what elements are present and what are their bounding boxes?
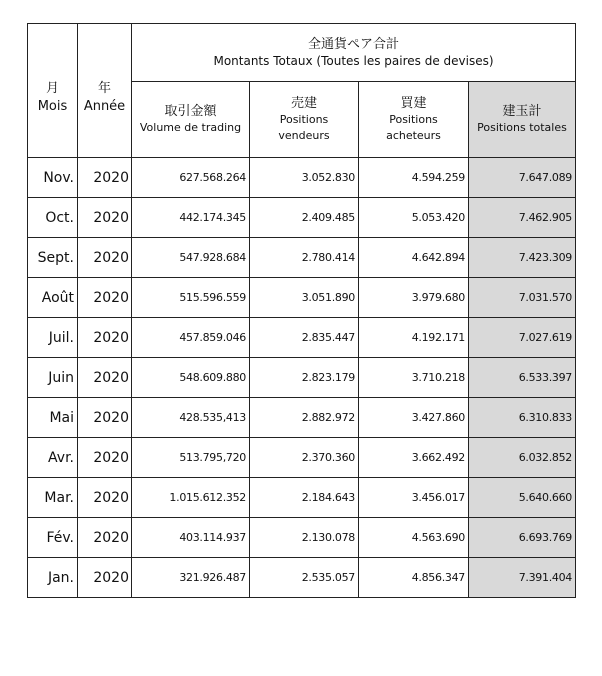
table-row — [28, 318, 576, 358]
month-cell: Jan. — [28, 558, 78, 598]
buyers-cell: 3.710.218 — [359, 358, 469, 398]
year-cell: 2020 — [78, 518, 132, 558]
year-cell: 2020 — [78, 558, 132, 598]
column-header-sellers-fr1: Positions — [279, 113, 329, 126]
column-header-buyers-fr2: acheteurs — [386, 129, 441, 142]
sellers-cell: 2.882.972 — [250, 398, 359, 438]
table-row — [28, 238, 576, 278]
column-header-buyers-jp: 買建 — [400, 96, 427, 111]
volume-cell: 403.114.937 — [132, 518, 250, 558]
column-header-sellers — [250, 82, 359, 158]
column-header-volume-jp: 取引金額 — [164, 104, 217, 119]
group-header-jp: 全通貨ペア合計 — [307, 36, 399, 52]
group-header — [132, 24, 576, 82]
sellers-cell: 2.835.447 — [250, 318, 359, 358]
month-cell: Mai — [28, 398, 78, 438]
volume-cell: 548.609.880 — [132, 358, 250, 398]
table-body — [28, 158, 576, 598]
table-row — [28, 398, 576, 438]
total-cell: 7.462.905 — [469, 198, 576, 238]
table-row — [28, 198, 576, 238]
year-cell: 2020 — [78, 158, 132, 198]
volume-cell: 515.596.559 — [132, 278, 250, 318]
volume-cell: 1.015.612.352 — [132, 478, 250, 518]
buyers-cell: 4.594.259 — [359, 158, 469, 198]
total-cell: 7.423.309 — [469, 238, 576, 278]
sellers-cell: 2.823.179 — [250, 358, 359, 398]
total-cell: 7.647.089 — [469, 158, 576, 198]
total-cell: 7.027.619 — [469, 318, 576, 358]
year-cell: 2020 — [78, 318, 132, 358]
volume-cell: 513.795,720 — [132, 438, 250, 478]
group-header-fr: Montants Totaux (Toutes les paires de devises) — [213, 53, 494, 68]
total-cell: 6.533.397 — [469, 358, 576, 398]
buyers-cell: 5.053.420 — [359, 198, 469, 238]
buyers-cell: 3.662.492 — [359, 438, 469, 478]
total-cell: 6.310.833 — [469, 398, 576, 438]
sellers-cell: 2.535.057 — [250, 558, 359, 598]
sellers-cell: 3.051.890 — [250, 278, 359, 318]
year-cell: 2020 — [78, 398, 132, 438]
fx-totals-table — [27, 23, 576, 598]
table-row — [28, 438, 576, 478]
column-header-total — [469, 82, 576, 158]
volume-cell: 627.568.264 — [132, 158, 250, 198]
total-cell: 6.693.769 — [469, 518, 576, 558]
total-cell: 6.032.852 — [469, 438, 576, 478]
buyers-cell: 3.456.017 — [359, 478, 469, 518]
table-row — [28, 518, 576, 558]
sellers-cell: 3.052.830 — [250, 158, 359, 198]
column-header-buyers — [359, 82, 469, 158]
month-header — [28, 24, 78, 158]
sellers-cell: 2.130.078 — [250, 518, 359, 558]
column-header-total-fr: Positions totales — [477, 121, 567, 134]
column-header-sellers-jp: 売建 — [290, 96, 317, 111]
month-cell: Fév. — [28, 518, 78, 558]
total-cell: 7.031.570 — [469, 278, 576, 318]
total-cell: 5.640.660 — [469, 478, 576, 518]
buyers-cell: 4.563.690 — [359, 518, 469, 558]
table-row — [28, 278, 576, 318]
buyers-cell: 4.192.171 — [359, 318, 469, 358]
month-cell: Avr. — [28, 438, 78, 478]
year-cell: 2020 — [78, 238, 132, 278]
buyers-cell: 3.979.680 — [359, 278, 469, 318]
year-cell: 2020 — [78, 198, 132, 238]
column-header-volume — [132, 82, 250, 158]
month-cell: Sept. — [28, 238, 78, 278]
table-row — [28, 478, 576, 518]
column-header-buyers-fr1: Positions — [389, 113, 438, 126]
month-cell: Mar. — [28, 478, 78, 518]
month-header-fr: Mois — [37, 98, 68, 114]
table-row — [28, 558, 576, 598]
year-header-fr: Année — [83, 98, 126, 114]
table-row — [28, 358, 576, 398]
buyers-cell: 3.427.860 — [359, 398, 469, 438]
year-cell: 2020 — [78, 438, 132, 478]
year-header — [78, 24, 132, 158]
volume-cell: 321.926.487 — [132, 558, 250, 598]
total-cell: 7.391.404 — [469, 558, 576, 598]
volume-cell: 442.174.345 — [132, 198, 250, 238]
sellers-cell: 2.370.360 — [250, 438, 359, 478]
volume-cell: 457.859.046 — [132, 318, 250, 358]
year-cell: 2020 — [78, 278, 132, 318]
sellers-cell: 2.184.643 — [250, 478, 359, 518]
year-cell: 2020 — [78, 358, 132, 398]
table-row — [28, 158, 576, 198]
month-header-jp: 月 — [45, 80, 59, 96]
buyers-cell: 4.642.894 — [359, 238, 469, 278]
month-cell: Oct. — [28, 198, 78, 238]
buyers-cell: 4.856.347 — [359, 558, 469, 598]
month-cell: Nov. — [28, 158, 78, 198]
sellers-cell: 2.409.485 — [250, 198, 359, 238]
sellers-cell: 2.780.414 — [250, 238, 359, 278]
year-cell: 2020 — [78, 478, 132, 518]
column-header-total-jp: 建玉計 — [502, 104, 542, 119]
month-cell: Juil. — [28, 318, 78, 358]
volume-cell: 428.535,413 — [132, 398, 250, 438]
column-header-volume-fr: Volume de trading — [139, 121, 242, 134]
month-cell: Août — [28, 278, 78, 318]
column-header-sellers-fr2: vendeurs — [278, 129, 330, 142]
year-header-jp: 年 — [97, 80, 111, 96]
volume-cell: 547.928.684 — [132, 238, 250, 278]
month-cell: Juin — [28, 358, 78, 398]
